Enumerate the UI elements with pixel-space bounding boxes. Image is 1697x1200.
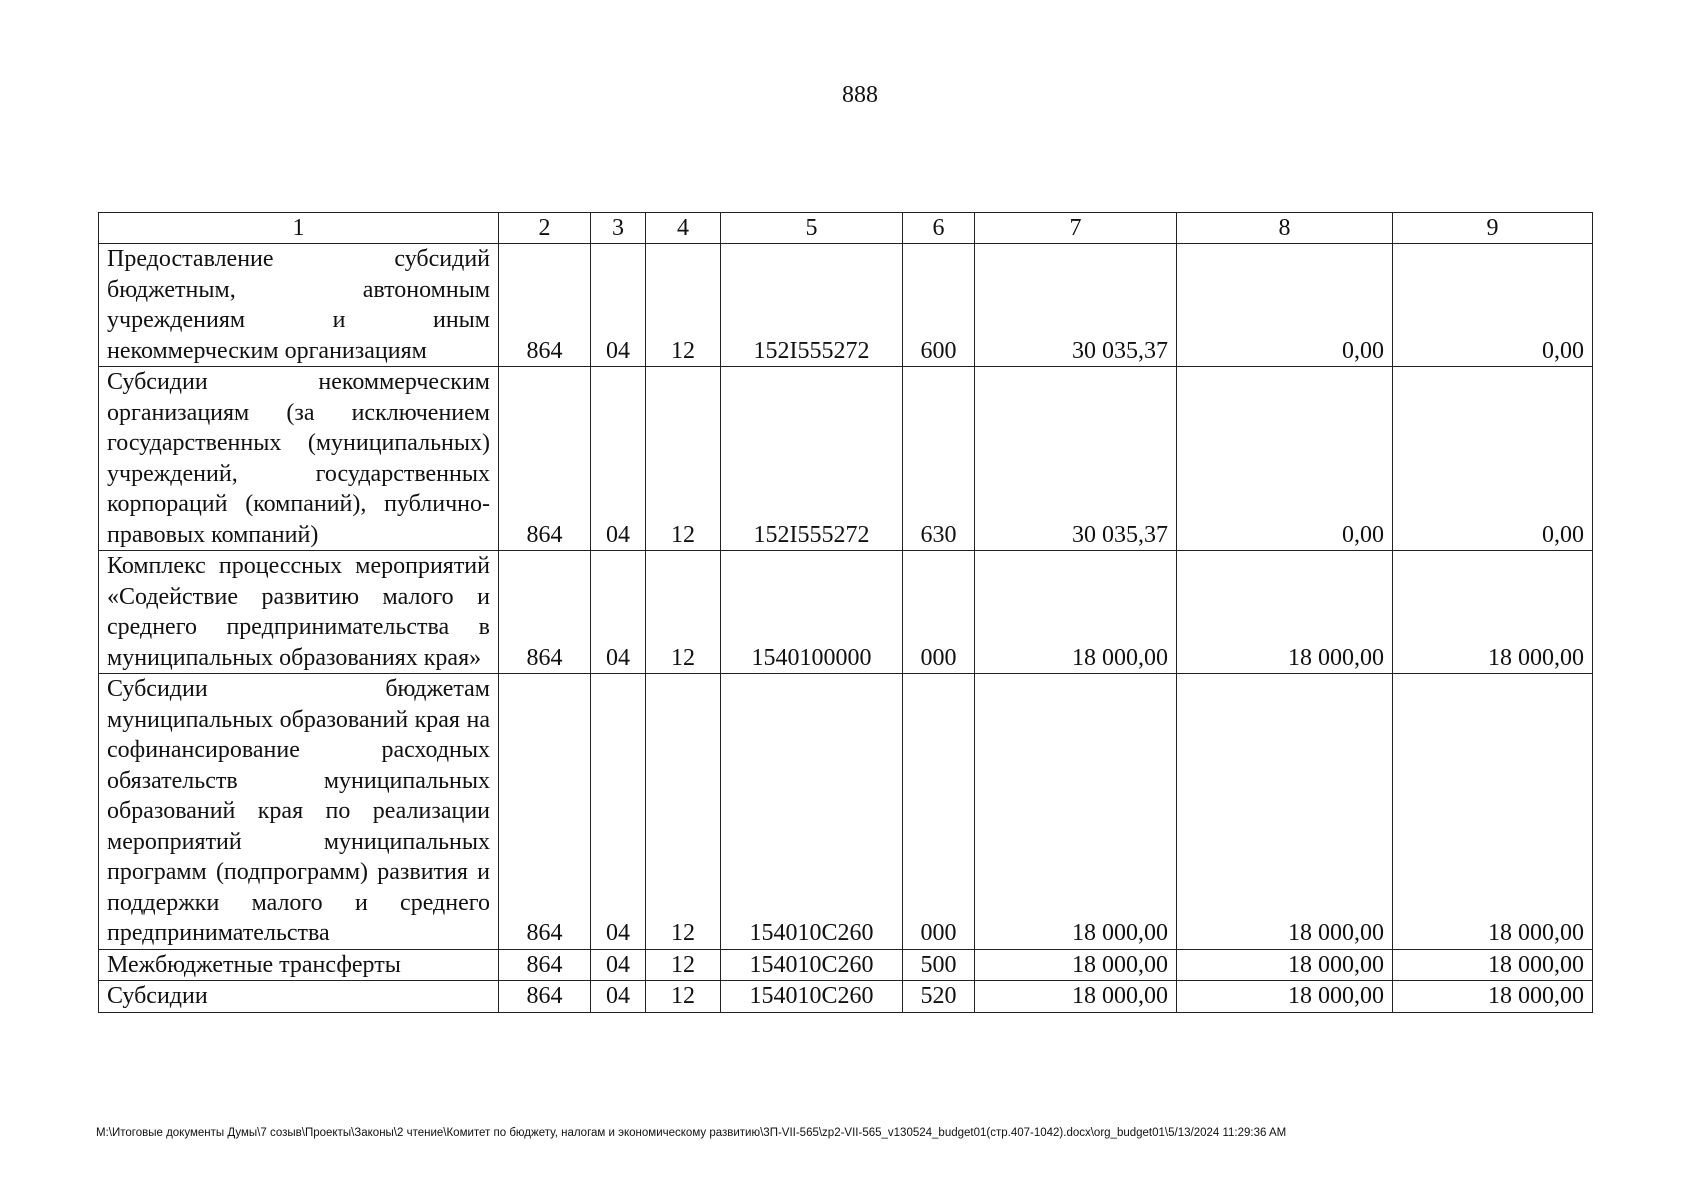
row-section-code: 04 [591,981,646,1013]
row-expense-type: 520 [903,981,975,1013]
row-name: Субсидии некоммерческим организациям (за исключением государственных (муниципальных) учреждений, государственных корпораций (компаний), публично-правовых компаний) [99,367,499,551]
row-subsection-code: 12 [646,674,721,950]
row-target-article: 1540100000 [721,551,903,674]
header-col-2: 2 [499,213,591,244]
row-subsection-code: 12 [646,949,721,981]
row-section-code: 04 [591,367,646,551]
row-amount-col9: 18 000,00 [1393,674,1593,950]
footer-file-path: M:\Итоговые документы Думы\7 созыв\Проекты\Законы\2 чтение\Комитет по бюджету, налогам и экономическому развитию\3П-VII-565\zp2-VII-565_v130524_budget01(стр.407-1042).docx\org_budget01\5/13/2024 11:29:36 AM [96,1127,1287,1139]
row-section-code: 04 [591,949,646,981]
row-amount-col7: 18 000,00 [975,981,1177,1013]
row-amount-col8: 18 000,00 [1177,949,1393,981]
row-target-article: 154010С260 [721,981,903,1013]
row-ministry-code: 864 [499,674,591,950]
header-col-7: 7 [975,213,1177,244]
row-name: Субсидии бюджетам муниципальных образований края на софинансирование расходных обязательств муниципальных образований края по реализации мероприятий муниципальных программ (подпрограмм) развития и поддержки малого и среднего предпринимательства [99,674,499,950]
row-subsection-code: 12 [646,551,721,674]
table-row [99,244,1593,367]
header-col-5: 5 [721,213,903,244]
row-amount-col7: 18 000,00 [975,949,1177,981]
table-row [99,981,1593,1013]
row-expense-type: 600 [903,244,975,367]
row-expense-type: 000 [903,674,975,950]
header-col-1: 1 [99,213,499,244]
table-row [99,949,1593,981]
row-ministry-code: 864 [499,367,591,551]
row-name: Комплекс процессных мероприятий «Содействие развитию малого и среднего предпринимательства в муниципальных образованиях края» [99,551,499,674]
row-ministry-code: 864 [499,551,591,674]
row-section-code: 04 [591,551,646,674]
row-target-article: 152I555272 [721,244,903,367]
table-row [99,674,1593,950]
header-col-6: 6 [903,213,975,244]
row-name: Предоставление субсидий бюджетным, автономным учреждениям и иным некоммерческим организациям [99,244,499,367]
row-subsection-code: 12 [646,367,721,551]
row-subsection-code: 12 [646,244,721,367]
header-col-4: 4 [646,213,721,244]
row-amount-col9: 18 000,00 [1393,551,1593,674]
table-row [99,551,1593,674]
row-name: Субсидии [99,981,499,1013]
row-name: Межбюджетные трансферты [99,949,499,981]
row-amount-col8: 18 000,00 [1177,981,1393,1013]
row-amount-col8: 0,00 [1177,367,1393,551]
header-col-3: 3 [591,213,646,244]
row-expense-type: 630 [903,367,975,551]
row-target-article: 154010С260 [721,949,903,981]
table-row [99,367,1593,551]
page-number: 888 [842,82,878,108]
row-amount-col7: 30 035,37 [975,367,1177,551]
header-row [99,213,1593,244]
header-col-9: 9 [1393,213,1593,244]
row-amount-col9: 0,00 [1393,367,1593,551]
row-amount-col9: 0,00 [1393,244,1593,367]
row-amount-col8: 0,00 [1177,244,1393,367]
row-expense-type: 500 [903,949,975,981]
row-amount-col8: 18 000,00 [1177,674,1393,950]
row-amount-col9: 18 000,00 [1393,949,1593,981]
row-section-code: 04 [591,244,646,367]
budget-table [98,212,1593,1013]
row-amount-col7: 18 000,00 [975,674,1177,950]
row-amount-col7: 18 000,00 [975,551,1177,674]
row-ministry-code: 864 [499,949,591,981]
row-ministry-code: 864 [499,981,591,1013]
row-ministry-code: 864 [499,244,591,367]
row-expense-type: 000 [903,551,975,674]
row-amount-col7: 30 035,37 [975,244,1177,367]
row-subsection-code: 12 [646,981,721,1013]
row-target-article: 152I555272 [721,367,903,551]
row-amount-col8: 18 000,00 [1177,551,1393,674]
row-section-code: 04 [591,674,646,950]
row-amount-col9: 18 000,00 [1393,981,1593,1013]
row-target-article: 154010С260 [721,674,903,950]
header-col-8: 8 [1177,213,1393,244]
